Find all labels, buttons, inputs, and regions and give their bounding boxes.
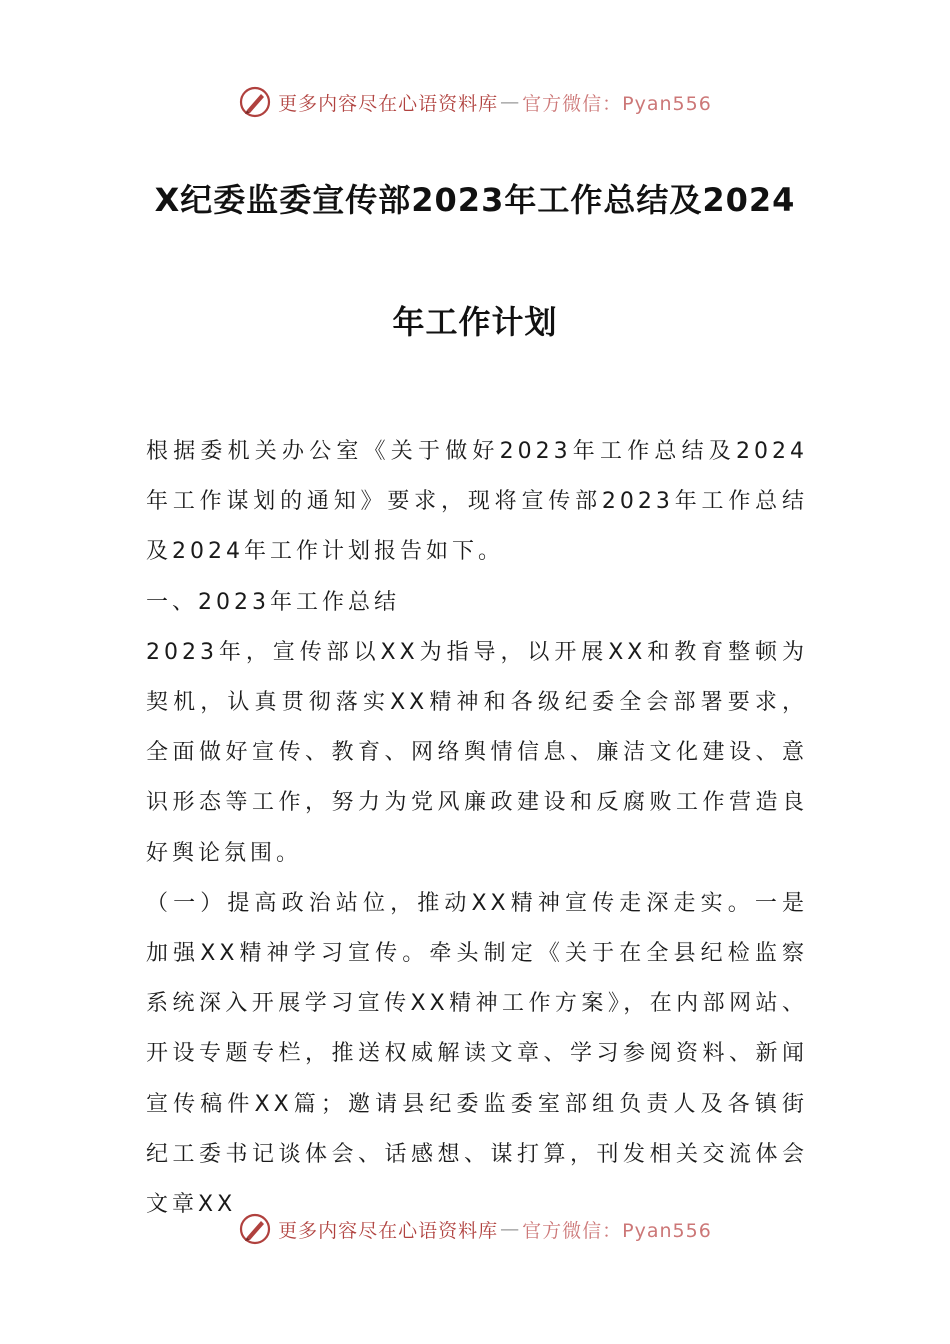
paragraph-item-1: （一）提高政治站位，推动XX精神宣传走深走实。一是加强XX精神学习宣传。牵头制定《关于在全县纪检监察系统深入开展学习宣传XX精神工作方案》，在内部网站、开设专题专栏，推送权威解读文章、学习参阅资料、新闻宣传稿件XX篇；邀请县纪委监委室部组负责人及各镇街纪工委书记谈体会、话感想、谋打算，刊发相关交流体会文章XX (146, 890, 808, 1218)
pen-logo-icon (238, 1212, 272, 1246)
watermark-wechat: 官方微信：Pyan556 (522, 1219, 712, 1242)
paragraph-intro: 根据委机关办公室《关于做好2023年工作总结及2024年工作谋划的通知》要求，现将宣传部2023年工作总结及2024年工作计划报告如下。 (146, 439, 808, 565)
watermark-wechat: 官方微信：Pyan556 (522, 92, 712, 115)
paragraph-summary: 2023年，宣传部以XX为指导，以开展XX和教育整顿为契机，认真贯彻落实XX精神和各级纪委全会部署要求，全面做好宣传、教育、网络舆情信息、廉洁文化建设、意识形态等工作，努力为党风廉政建设和反腐败工作营造良好舆论氛围。 (146, 639, 808, 866)
watermark-text: 更多内容尽在心语资料库 (278, 1219, 499, 1242)
watermark-banner-top (0, 80, 950, 124)
document-title-line-2: 年工作计划 (392, 303, 558, 341)
watermark-text: 更多内容尽在心语资料库 (278, 92, 499, 115)
document-body (146, 427, 808, 1230)
document-title-line-1: X纪委监委宣传部2023年工作总结及2024 (154, 181, 796, 219)
watermark-separator: — (500, 1218, 521, 1240)
section-heading-1: 一、2023年工作总结 (146, 589, 400, 615)
pen-logo-icon (238, 85, 272, 119)
watermark-banner-bottom (0, 1207, 950, 1251)
watermark-separator: — (500, 91, 521, 113)
